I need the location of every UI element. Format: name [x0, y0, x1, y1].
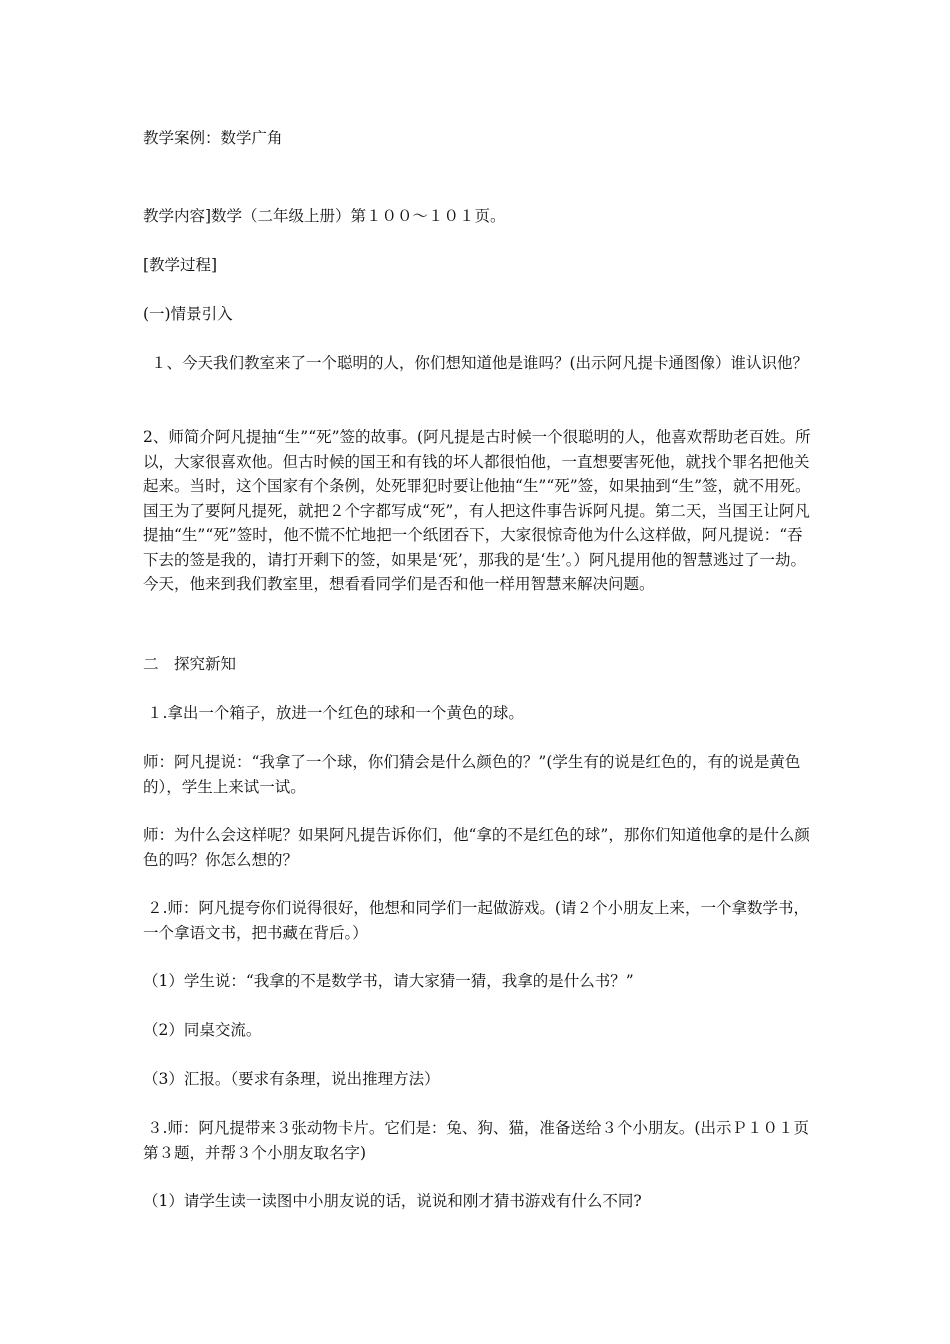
- sub-item-2: （2）同桌交流。: [143, 1021, 262, 1039]
- teacher-paragraph-1: 师：阿凡提说：“我拿了一个球，你们猜会是什么颜色的？”(学生有的说是红色的，有的说是黄色的），学生上来试一试。: [143, 753, 801, 796]
- teacher-paragraph-2: 师：为什么会这样呢？如果阿凡提告诉你们，他“拿的不是红色的球”，那你们知道他拿的是什么颜色的吗？你怎么想的？: [143, 826, 810, 869]
- list-item-2: ２.师：阿凡提夸你们说得很好，他想和同学们一起做游戏。(请２个小朋友上来，一个拿数学书，一个拿语文书，把书藏在背后。）: [143, 899, 809, 942]
- sub-item-4: （1）请学生读一读图中小朋友说的话，说说和刚才猜书游戏有什么不同?: [143, 1192, 642, 1210]
- document-title: 教学案例：数学广角: [143, 129, 283, 147]
- paragraph-1: １、今天我们教室来了一个聪明的人，你们想知道他是谁吗？(出示阿凡提卡通图像）谁认识他？: [151, 354, 809, 372]
- content-line: 教学内容]数学（二年级上册）第１００～１０１页。: [143, 207, 506, 225]
- list-item-1: １.拿出一个箱子，放进一个红色的球和一个黄色的球。: [147, 704, 524, 722]
- sub-item-1: （1）学生说：“我拿的不是数学书，请大家猜一猜，我拿的是什么书？”: [143, 972, 634, 990]
- section-heading-2: 二 探究新知: [143, 655, 237, 673]
- list-item-3: ３.师：阿凡提带来３张动物卡片。它们是：兔、狗、猫，准备送给３个小朋友。(出示Ｐ１０１页第３题，并帮３个小朋友取名字): [143, 1119, 809, 1162]
- process-heading: [教学过程]: [143, 256, 218, 274]
- paragraph-2: 2、师简介阿凡提抽“生”“死”签的故事。(阿凡提是古时候一个很聪明的人，他喜欢帮助老百姓。所以，大家很喜欢他。但古时候的国王和有钱的坏人都很怕他，一直想要害死他，就找个罪名把他关起来。当时，这个国家有个条例，处死罪犯时要让他抽“生”“死”签，如果抽到“生”签，就不用死。国王为了要阿凡提死，就把２个字都写成“死”，有人把这件事告诉阿凡提。第二天，当国王让阿凡提抽“生”“死”签时，他不慌不忙地把一个纸团吞下，大家很惊奇他为什么这样做，阿凡提说：“吞下去的签是我的，请打开剩下的签，如果是‘死’，那我的是‘生’。）阿凡提用他的智慧逃过了一劫。今天，他来到我们教室里，想看看同学们是否和他一样用智慧来解决问题。: [143, 428, 811, 593]
- section-heading-1: (一)情景引入: [143, 305, 233, 323]
- sub-item-3: （3）汇报。（要求有条理，说出推理方法）: [143, 1070, 440, 1088]
